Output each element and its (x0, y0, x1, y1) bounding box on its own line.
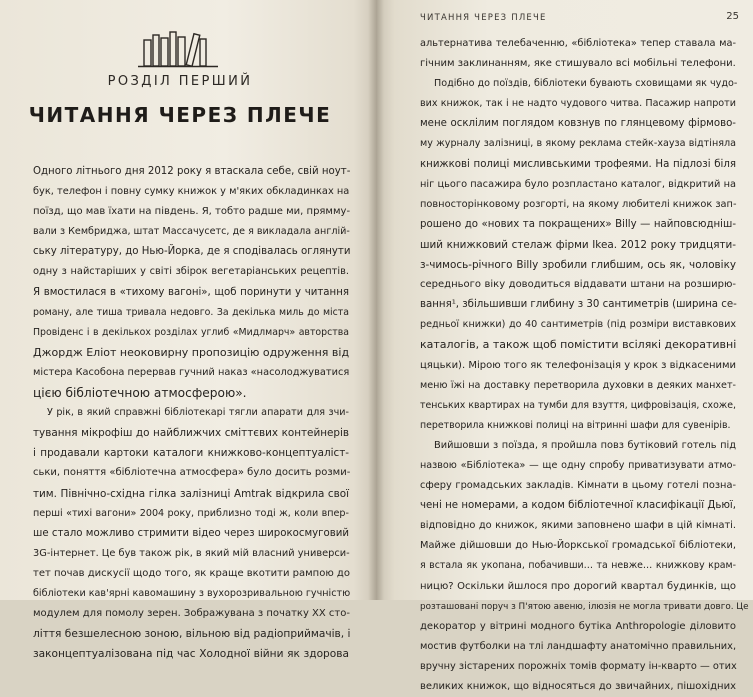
text-line: вих книжок, так і не надто чудового читва. Пасажир напроти (420, 98, 736, 110)
text-line: назвою «Бібліотека» — ще одну спробу приватизувати атмо- (420, 459, 736, 471)
text-line: цією бібліотечною атмосферою». (33, 386, 247, 401)
text-line: Майже дійшовши до Нью-Йоркської громадської бібліотеки, (420, 540, 736, 552)
text-line: Подібно до поїздів, бібліотеки бувають сховищами як чудо- (434, 78, 738, 90)
text-line: мостив футболки на тлі ландшафту анатомічно правильних, (420, 640, 737, 652)
text-line: ліття безшелесною зоною, вільною від радіоприймачів, і (33, 628, 351, 641)
text-line: законцептуалізована під час Холодної війни як здорова (33, 648, 349, 661)
text-line: ше стало можливо стримити відео через широкосмуговий (33, 527, 349, 539)
text-line: тет почав дискусії щодо того, як краще вкотити рампою до (33, 567, 350, 579)
text-line: одну з найстаріших у світі збірок вегетаріанських рецептів. (33, 266, 349, 278)
text-line: чені не номерами, а кодом бібліотечної класифікації Дьюї, (420, 500, 736, 512)
right-page-text (420, 34, 749, 697)
chapter-title: ЧИТАННЯ ЧЕРЕЗ ПЛЕЧЕ (28, 103, 332, 127)
text-line: вання¹, збільшивши глибину з 30 сантиметрів (ширина се- (420, 299, 737, 311)
text-line: з-чимось-річного Billy зробили глибшим, ось як, чоловіку (420, 259, 736, 272)
text-line: повносторінковому розгорті, на якому любителі книжок зап- (420, 198, 737, 210)
text-line: цяцьки). Мірою того як телефонізація у крок з відкасеними (420, 359, 737, 371)
right-page (376, 0, 753, 692)
text-line: каталогів, а також щоб помістити всілякі декоративні (420, 338, 737, 352)
text-line: вручну зістарених порожніх томів формату ін-кварто — отих (420, 660, 737, 672)
text-line: альтернатива телебаченню, «бібліотека» тепер ставала ма- (420, 38, 736, 49)
text-line: 3G-інтернет. Це був також рік, в який мій власний универси- (33, 547, 350, 559)
text-line: Вийшовши з поїзда, я пройшла повз бутіковий готель під (434, 439, 736, 451)
text-line: ший книжковий стелаж фірми Ikea. 2012 року тридцяти- (420, 238, 736, 251)
text-line: бук, телефон і повну сумку книжок у м'яких обкладинках на (33, 186, 350, 198)
book-gutter (368, 0, 384, 600)
running-head: ЧИТАННЯ ЧЕРЕЗ ПЛЕЧЕ (420, 13, 547, 23)
text-line: Одного літнього дня 2012 року я втаскала себе, свій ноут- (33, 166, 351, 177)
text-line: Джордж Еліот неоковирну пропозицію одруження від (33, 345, 350, 359)
text-line: тим. Північно-східна гілка залізниці Amtrak відкрила свої (33, 487, 349, 500)
text-line: і продавали картоки каталоги книжково-концептуаліст- (33, 447, 349, 460)
left-page-text (33, 162, 349, 664)
text-line: вали з Кембриджа, штат Массачусетс, де я викладала англій- (33, 226, 350, 238)
text-line: середнього віку доводиться віддавати штани на розширю- (420, 279, 736, 291)
bookshelf-icon (138, 26, 218, 70)
text-line: У рік, в який справжні бібліотекарі тягли апарати для зчи- (47, 407, 349, 419)
text-line: редньої книжки) до 40 сантиметрів (під розміри виставкових (420, 319, 736, 331)
text-line: гічним заклинанням, яке стишувало всі мобільні телефони. (420, 58, 736, 70)
text-line: меню їжі на доставку перетворила духовки в деяких манхет- (420, 379, 736, 391)
text-line: бібліотеки кав'ярні кавомашину з вухорозривальною гучністю (33, 587, 351, 599)
text-line: роману, але тиша тривала недовго. За декілька миль до міста (33, 306, 349, 318)
text-line: містера Касобона перервав гучний наказ «насолоджуватися (33, 366, 350, 378)
text-line: поїзд, що мав їхати на південь. Я, тобто радше ми, прямму- (33, 206, 351, 218)
text-line: Я вмостилася в «тихому вагоні», щоб поринути у читання (33, 286, 349, 298)
text-line: ськи, поняття «бібліотечна атмосфера» було досить розми- (33, 467, 351, 479)
text-line: декоратор у вітрині модного бутіка Anthropologie діловито (420, 620, 736, 632)
text-line: мене осклілим поглядом ковзнув по глянцевому фірмово- (420, 118, 736, 130)
text-line: перетворила книжкові полиці на вітринні шафи для сувенірів. (420, 419, 731, 431)
text-line: му журналу залізниці, в якому реклама стейк-хауза відтіняла (420, 138, 736, 150)
text-line: рошено до «нових та покращених» Billy — найповсюдніш- (420, 218, 736, 230)
text-line: перші «тихі вагони» 2004 року, приблизно тоді ж, коли впер- (33, 507, 349, 519)
text-line: тування мікрофіш до найближчих сміттєвих контейнерів (33, 427, 349, 440)
text-line: великих книжок, що відносяться до звичайних, пішохідних (420, 681, 736, 692)
text-line: сферу громадських закладів. Кімнати в цьому готелі позна- (420, 480, 736, 492)
left-page (0, 0, 376, 661)
text-line: Провіденс і в декількох розділах углиб «Мидлмарч» авторства (33, 326, 349, 338)
text-line: модулем для помолу зерен. Зображувана з початку ХХ сто- (33, 608, 350, 620)
text-line: книжкові полиці мисливськими трофеями. На підлозі біля (420, 158, 736, 170)
chapter-label: РОЗДІЛ ПЕРШИЙ (107, 74, 253, 89)
text-line: я встала як укопана, побачивши… та невже… книжкову крам- (420, 560, 736, 572)
text-line: розташовані поруч з П'ятою авеню, ілюзія не могла тривати довго. Це (420, 601, 749, 612)
text-line: відповідно до книжок, якими заповнено шафи в цій кімнаті. (420, 520, 736, 532)
text-line: ніг цього пасажира було розпластано каталог, відкритий на (420, 178, 736, 190)
page-number: 25 (726, 11, 739, 22)
text-line: ську літературу, до Нью-Йорка, де я сподівалась оглянути (33, 246, 351, 258)
text-line: ницю? Оскільки йшлося про дорогий квартал будинків, що (420, 580, 736, 592)
text-line: тенських квартирах на тумби для взуття, цифровізація, схоже, (420, 399, 736, 411)
